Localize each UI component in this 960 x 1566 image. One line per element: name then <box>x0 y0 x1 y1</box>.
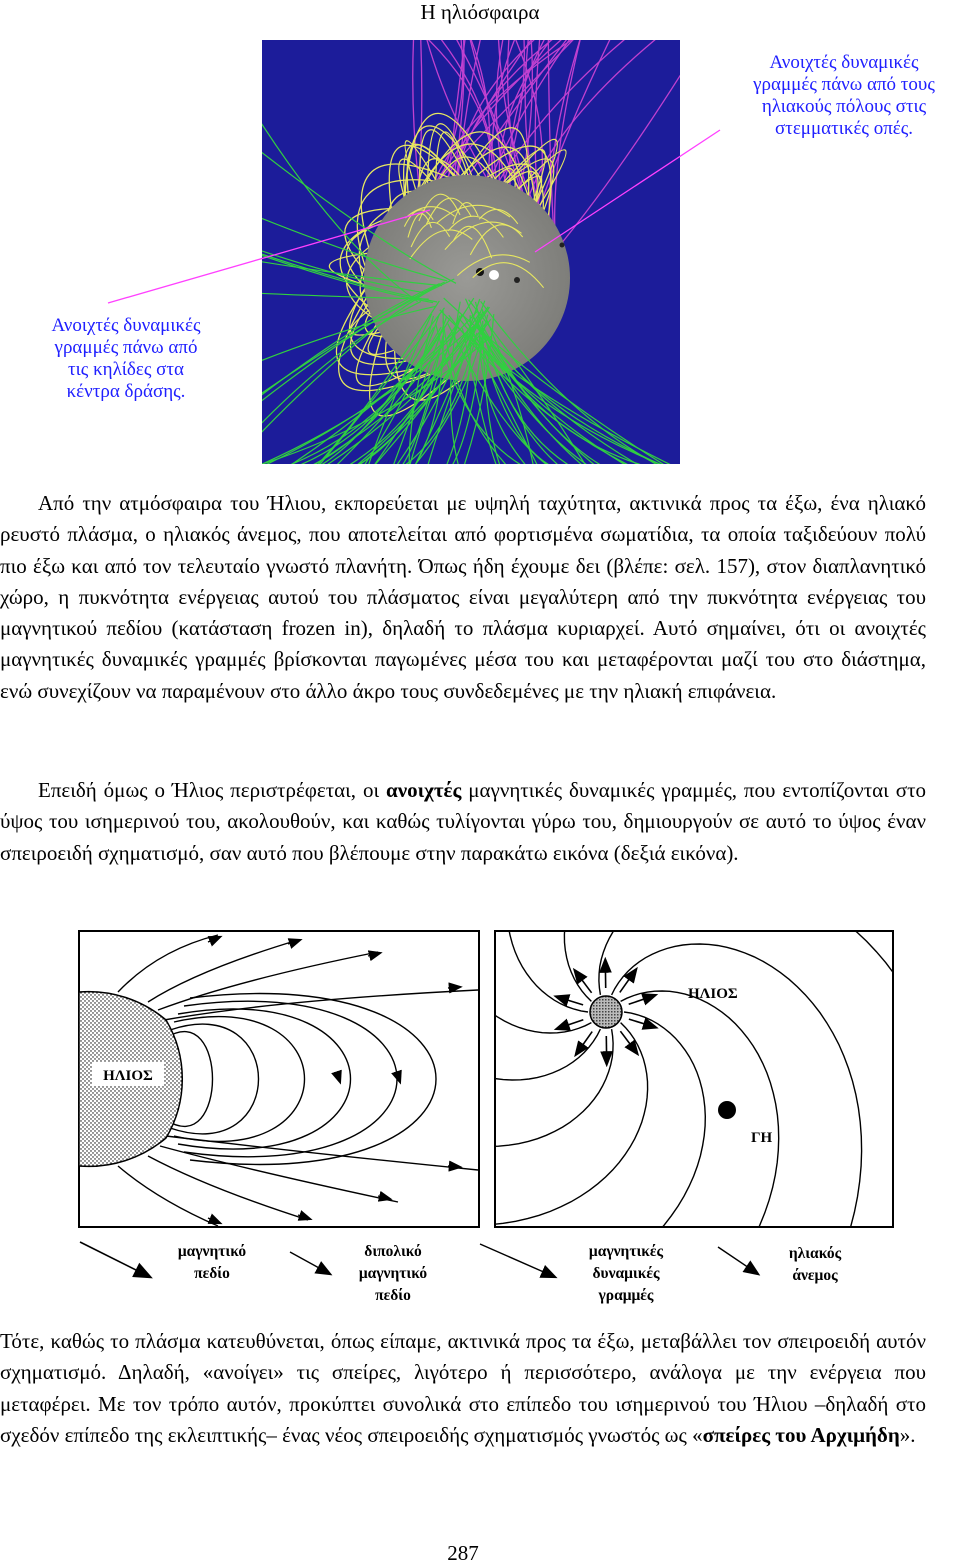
legend-label-field-lines: μαγνητικές δυναμικές γραμμές <box>588 1243 664 1304</box>
emphasis-archimedean-spirals: σπείρες του Αρχιμήδη <box>702 1422 900 1447</box>
dipole-arrow <box>448 1166 460 1167</box>
caption-polar-open-lines: Ανοιχτές δυναμικές γραμμές πάνω από τους ηλιακούς πόλους στις στεμματικές οπές. <box>753 52 935 139</box>
legend-label-magnetic-field: μαγνητικό πεδίο <box>177 1243 247 1282</box>
earth-label: ΓΗ <box>751 1130 773 1146</box>
paragraph-2: Επειδή όμως ο Ήλιος περιστρέφεται, οι ανοιχτές μαγνητικές δυναμικές γραμμές, που εντοπίζονται στο ύψος του ισημερινού του, ακολουθούν, και καθώς τυλίγονται γύρω του, δημιουργούν σε αυτό το ύψος έναν σπειροειδή σχηματισμό, σαν αυτό που βλέπουμε στην παρακάτω εικόνα (δεξιά εικόνα). <box>0 778 927 865</box>
earth-dot <box>718 1101 736 1119</box>
legend-solar-wind-symbol <box>718 1247 758 1274</box>
caption-sunspot-open-lines: Ανοιχτές δυναμικές γραμμές πάνω από τις κηλίδες στα κέντρα δράσης. <box>51 315 201 402</box>
sun-label: ΗΛΙΟΣ <box>103 1068 153 1084</box>
legend-label-dipole-field: διπολικό μαγνητικό πεδίο <box>358 1243 428 1304</box>
legend-field-lines-symbol <box>480 1244 555 1277</box>
caption-pointers <box>0 0 960 480</box>
diagram-right-frame <box>495 931 893 1227</box>
page-number: 287 <box>447 1541 479 1565</box>
dipole-arrow <box>448 987 460 988</box>
legend-label-solar-wind: ηλιακός άνεμος <box>788 1245 842 1284</box>
paragraph-3: Τότε, καθώς το πλάσμα κατευθύνεται, όπως είπαμε, ακτινικά προς τα έξω, μεταβάλλει τον σπειροειδή αυτόν σχηματισμό. Δηλαδή, «ανοίγει» τις σπείρες, λιγότερο ή περισσότερο, ανάλογα με την ενέργεια που μεταφέρει. Με τον τρόπο αυτόν, προκύπτει συνολικά στο επίπεδο του ισημερινού του Ήλιου –δηλαδή στο σχεδόν επίπεδο της εκλειπτικής– ένας νέος σπειροειδής σχηματισμός γνωστός ως «σπείρες του Αρχιμήδη». <box>0 1329 926 1447</box>
emphasis-open: ανοιχτές <box>386 778 462 802</box>
legend-dipole-symbol <box>290 1252 330 1274</box>
pointer-sunspot <box>108 210 430 303</box>
sun-label: ΗΛΙΟΣ <box>688 986 738 1002</box>
page-header: Η ηλιόσφαιρα <box>420 0 540 24</box>
spiral-field-diagram <box>494 930 894 1228</box>
sun-disk <box>590 996 622 1028</box>
legend-magnetic-field-symbol <box>80 1242 150 1277</box>
pointer-polar <box>535 130 720 252</box>
dipole-field-diagram <box>78 930 480 1228</box>
paragraph-1: Από την ατμόσφαιρα του Ήλιου, εκπορεύεται με υψηλή ταχύτητα, ακτινικά προς τα έξω, ένα ηλιακό ρευστό πλάσμα, ο ηλιακός άνεμος, που αποτελείται από φορτισμένα σωματίδια, τα οποία ταξιδεύουν πολύ πιο έξω και από τον τελευταίο γνωστό πλανήτη. Όπως ήδη έχουμε δει (βλέπε: σελ. 157), στον διαπλανητικό χώρο, η πυκνότητα ενέργειας αυτού του πλάσματος είναι μεγαλύτερη από την πυκνότητα ενέργειας του μαγνητικού πεδίου (κατάσταση frozen in), δηλαδή το πλάσμα κυριαρχεί. Αυτό σημαίνει, ότι οι ανοιχτές μαγνητικές δυναμικές γραμμές βρίσκονται παγωμένες μέσα του και μεταφέρονται μαζί του στο διάστημα, ενώ συνεχίζουν να παραμένουν στο άλλο άκρο τους συνδεδεμένες με την ηλιακή επιφάνεια. <box>0 491 926 703</box>
